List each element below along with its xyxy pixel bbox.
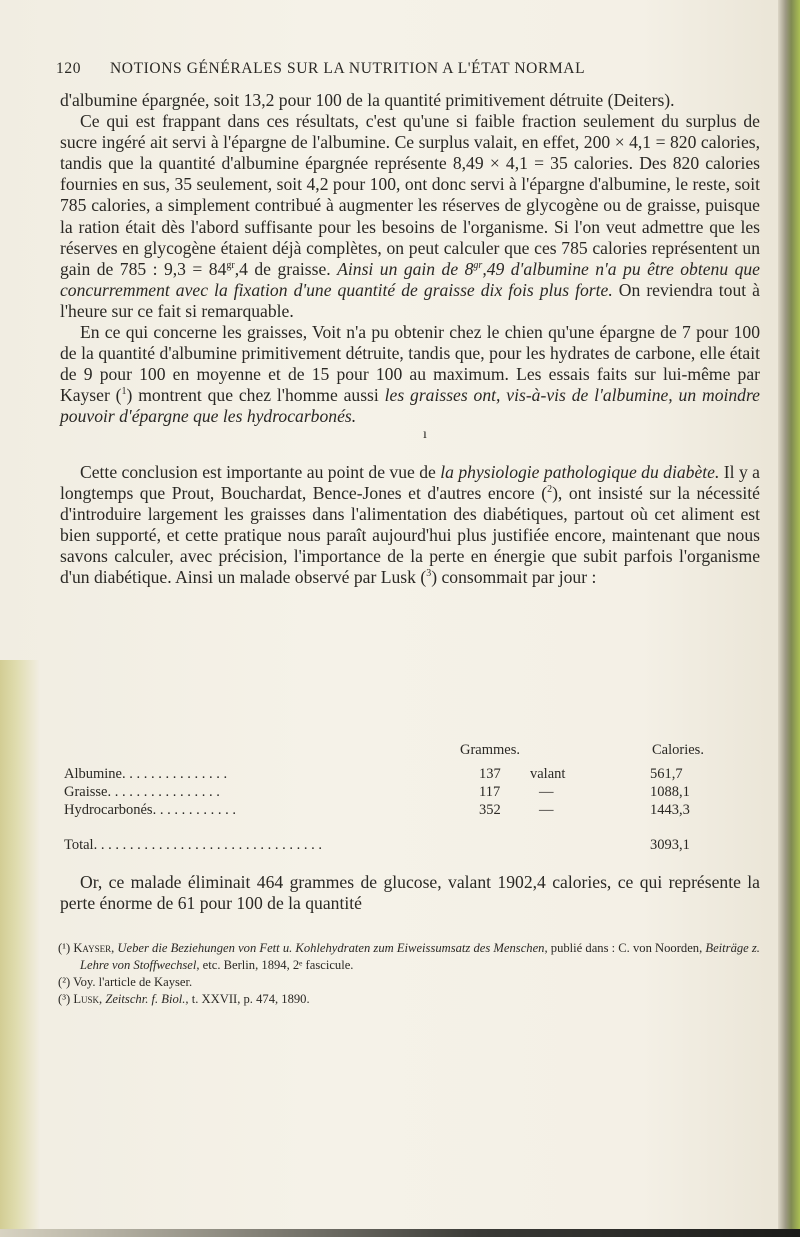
intake-table	[64, 742, 764, 864]
table-row-carbohydrates	[64, 802, 764, 820]
paragraph-3-text-a: En ce qui concerne les graisses, Voit n'a pu obtenir chez le chien qu'une épargne de 7 pour 100 de la quantité d'albumine primitivement détruite, tandis que, pour les hydrates de carbone, elle était de 9 pour 100 en moyenne et de 15 pour 100 au maximum. Les essais faits sur lui-même par Kayser (	[60, 322, 760, 406]
paragraph-4-text-d: ) consommait par jour :	[431, 566, 597, 587]
paragraph-4-text-c: ), ont insisté sur la nécessité d'introduire largement les graisses dans l'alimentation des diabétiques, partout où cet aliment est bien supporté, et cette pratique nous paraît aujourd'hui plus justifiée encore, maintenant que nous savons calculer, avec précision, l'importance de la perte en énergie que subit parfois l'organisme d'un diabétique. Ainsi un malade observé par Lusk (	[60, 482, 760, 587]
page-edge-bottom	[0, 1229, 800, 1237]
footnote-1-pub: publié dans : C. von Noorden,	[547, 941, 706, 955]
row-grams: 117	[479, 784, 501, 800]
footnote-1	[58, 940, 762, 974]
footnote-3-rest: t. XXVII, p. 474, 1890.	[188, 992, 310, 1006]
paragraph-4-emphasis: la physiologie pathologique du diabète.	[440, 461, 720, 482]
body-text-after-table	[60, 872, 760, 914]
table-row-total	[64, 837, 764, 855]
paragraph-4-text-a: Cette conclusion est importante au point de vue de	[80, 461, 441, 482]
footnote-3	[58, 991, 762, 1008]
row-calories: 1088,1	[650, 784, 690, 800]
total-calories: 3093,1	[650, 837, 690, 853]
emphasis-a: Ainsi un gain de 8	[337, 258, 474, 279]
running-head	[56, 60, 761, 80]
column-header-grams: Grammes.	[460, 742, 520, 758]
row-label: Hydrocarbonés. . . . . . . . . . . .	[64, 802, 236, 818]
paragraph-2	[60, 111, 760, 322]
paragraph-1: d'albumine épargnée, soit 13,2 pour 100 de la quantité primitivement détruite (Deiters).	[60, 90, 675, 110]
footnote-3-journal: Zeitschr. f. Biol.,	[102, 992, 189, 1006]
row-grams: 137	[479, 766, 501, 782]
row-label: Albumine. . . . . . . . . . . . . . .	[64, 766, 228, 782]
footnote-ref-3: 3	[426, 568, 432, 580]
row-calories: 1443,3	[650, 802, 690, 818]
footnote-3-mark: (³)	[58, 992, 71, 1006]
paragraph-2-text-b: ,4 de graisse.	[234, 258, 338, 279]
row-valant: —	[539, 802, 554, 818]
paragraph-4-text-b: Il y a longtemps que Prout, Bouchardat, Bence-Jones et d'autres encore (	[60, 461, 760, 503]
footnote-2	[58, 974, 762, 991]
page-number: 120	[56, 60, 82, 77]
footnote-3-author: Lusk,	[70, 992, 103, 1006]
row-valant: valant	[530, 766, 566, 782]
footnote-1-author: Kayser,	[73, 941, 115, 955]
footnotes	[58, 940, 762, 1008]
table-row-albumin	[64, 766, 764, 784]
emphasis-b: ,49 d'albumine n'a pu être obtenu que concurremment avec la fixation d'une quantité de graisse dix fois plus forte.	[60, 258, 760, 300]
footnote-2-mark: (²)	[58, 975, 71, 989]
paragraph-5: Or, ce malade éliminait 464 grammes de glucose, valant 1902,4 calories, ce qui représente la perte énorme de 61 pour 100 de la quantité	[60, 872, 760, 914]
superscript-gr-2: gr	[473, 259, 483, 271]
paragraph-gap	[60, 442, 760, 462]
table-row-fat	[64, 784, 764, 802]
footnote-2-text: Voy. l'article de Kayser.	[70, 975, 193, 989]
row-grams: 352	[479, 802, 501, 818]
footnote-ref-1: 1	[121, 386, 127, 398]
superscript-gr: gr	[226, 259, 235, 271]
paragraph-4	[60, 462, 760, 589]
column-header-calories: Calories.	[652, 742, 704, 758]
paragraph-3-emphasis: les graisses ont, vis-à-vis de l'albumine, un moindre pouvoir d'épargne que les hydrocarbonés.	[60, 385, 760, 427]
footnote-1-mark: (¹)	[58, 941, 71, 955]
row-label: Graisse. . . . . . . . . . . . . . . .	[64, 784, 220, 800]
page-edge-left	[0, 660, 40, 1237]
running-title: NOTIONS GÉNÉRALES SUR LA NUTRITION A L'ÉTAT NORMAL	[110, 60, 586, 77]
paragraph-3-text-b: ) montrent que chez l'homme aussi	[126, 385, 385, 406]
row-valant: —	[539, 784, 554, 800]
footnote-1-title: Ueber die Beziehungen von Fett u. Kohlehydraten zum Eiweissumsatz des Menschen,	[114, 941, 548, 955]
paragraph-2-text-c: On reviendra tout à l'heure sur ce fait si remarquable.	[60, 279, 760, 321]
total-label: Total. . . . . . . . . . . . . . . . . . . . . . . . . . . . . . . .	[64, 837, 322, 853]
footnote-1-rest: etc. Berlin, 1894, 2ᵉ fascicule.	[199, 958, 354, 972]
stray-mark: ı	[423, 426, 427, 442]
paragraph-3	[60, 322, 760, 427]
footnote-1-book: Beiträge z. Lehre von Stoffwechsel,	[80, 941, 760, 972]
row-calories: 561,7	[650, 766, 683, 782]
footnote-ref-2: 2	[547, 483, 553, 495]
paragraph-2-text-a: Ce qui est frappant dans ces résultats, c'est qu'une si faible fraction seulement du surplus de sucre ingéré ait servi à l'épargne de l'albumine. Ce surplus valait, en effet, 200 × 4,1 = 820 calories, tandis que la quantité d'albumine épargnée représente 8,49 × 4,1 = 35 calories. Des 820 calories fournies en sus, 35 seulement, soit 4,2 pour 100, ont donc servi à l'épargne d'albumine, le reste, soit 785 calories, a simplement contribué à augmenter les réserves de glycogène ou de graisse, puisque la ration était dès l'abord suffisante pour les besoins de l'organisme. Si l'on veut admettre que les réserves en glycogène étaient déjà complètes, on peut calculer que ces 785 calories représentent un gain de 785 : 9,3 = 84	[60, 111, 760, 279]
page-edge-right	[778, 0, 800, 1237]
body-text	[60, 90, 760, 588]
